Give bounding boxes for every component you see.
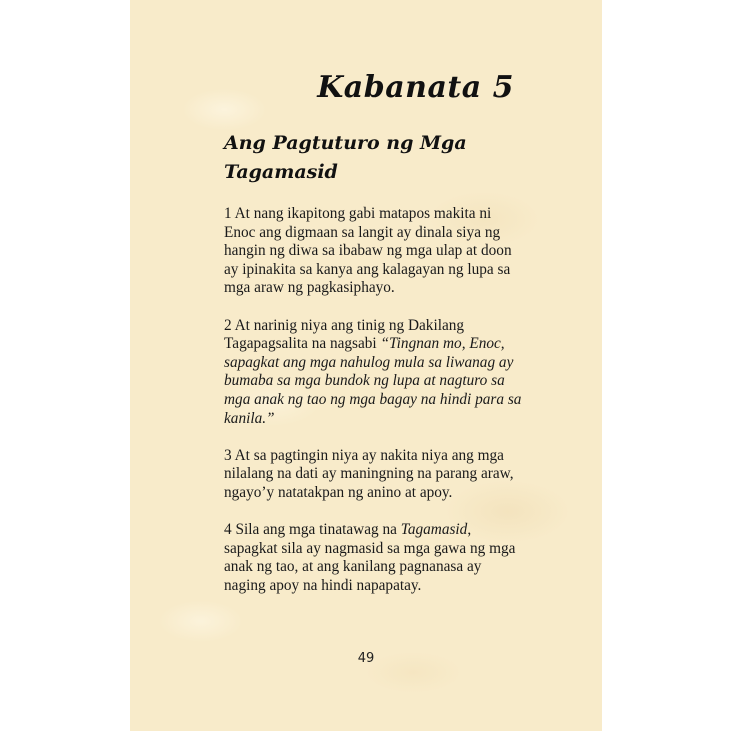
section-title: Ang Pagtuturo ng Mga Tagamasid <box>224 132 467 183</box>
paragraph-4-text-before: 4 Sila ang mga tinatawag na <box>224 521 401 539</box>
body-text <box>224 205 524 614</box>
paragraph-2-text: 2 At narinig niya ang tinig ng Dakilang Tagapagsalita na nagsabi <box>224 316 465 353</box>
paragraph-3-text: 3 At sa pagtingin niya ay nakita niya ang mga nilalang na dati ay maningning na parang araw, ngayo’y natatakpan ng anino at apoy. <box>224 446 514 501</box>
chapter-title: Kabanata 5 <box>317 70 514 105</box>
paragraph-4-text-after: , sapagkat sila ay nagmasid sa mga gawa ng mga anak ng tao, at ang kanilang pagnanasa ay naging apoy na hindi napapatay. <box>224 521 516 594</box>
paragraph-3 <box>224 447 524 503</box>
paragraph-2-quote: “Tingnan mo, Enoc, sapagkat ang mga nahulog mula sa liwanag ay bumaba sa mga bundok ng lupa at nagturo sa mga anak ng tao ng mga bagay na hindi para sa kanila.” <box>224 335 522 427</box>
paragraph-2 <box>224 317 524 429</box>
paragraph-4 <box>224 521 524 595</box>
paragraph-4-emphasis: Tagamasid <box>400 521 468 539</box>
paragraph-1 <box>224 205 524 298</box>
page-number: 49 <box>357 651 375 666</box>
book-page <box>130 0 602 731</box>
paragraph-1-text: 1 At nang ikapitong gabi matapos makita ni Enoc ang digmaan sa langit ay dinala siya ng hangin ng diwa sa ibabaw ng mga ulap at doon ay ipinakita sa kanya ang kalagayan ng lupa sa mga araw ng pagkasiphayo. <box>224 205 512 297</box>
